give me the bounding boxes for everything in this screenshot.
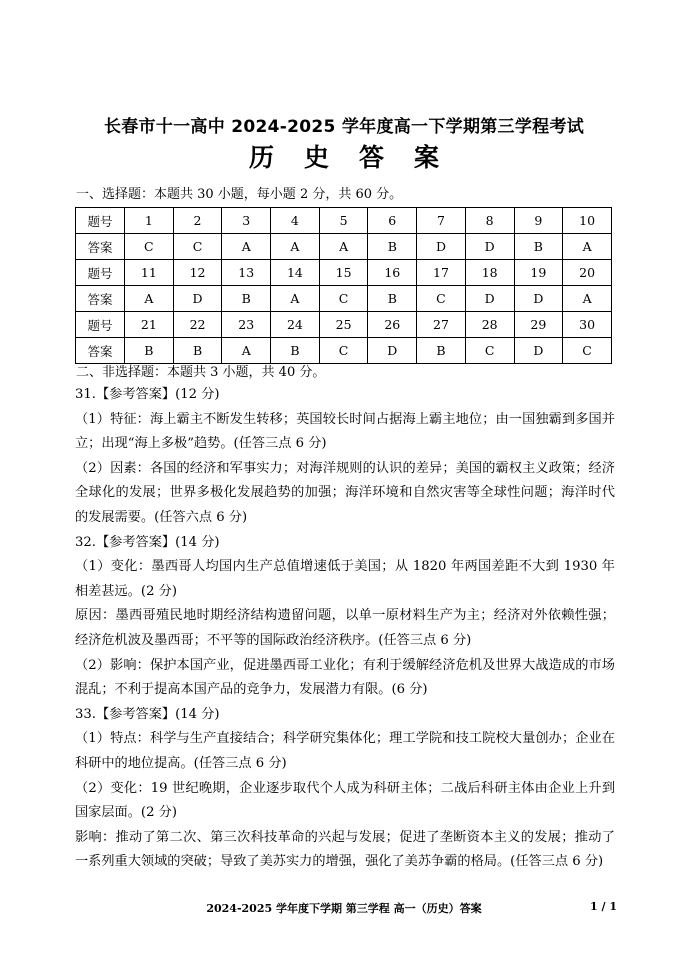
table-cell: 28 bbox=[465, 312, 514, 338]
row-label: 答案 bbox=[76, 286, 125, 312]
table-cell: 24 bbox=[271, 312, 320, 338]
row-label: 题号 bbox=[76, 260, 125, 286]
answer-paragraph: （1）变化：墨西哥人均国内生产总值增速低于美国；从 1820 年两国差距不大到 1930 年相差甚远。(2 分) bbox=[75, 559, 615, 599]
table-cell: 22 bbox=[173, 312, 222, 338]
table-cell: D bbox=[514, 338, 563, 364]
table-cell: 27 bbox=[417, 312, 466, 338]
table-cell: B bbox=[173, 338, 222, 364]
table-cell: 23 bbox=[222, 312, 271, 338]
table-cell: D bbox=[465, 286, 514, 312]
table-cell: B bbox=[514, 234, 563, 260]
table-cell: C bbox=[319, 338, 368, 364]
table-row bbox=[76, 260, 612, 286]
table-cell: B bbox=[417, 338, 466, 364]
table-cell: D bbox=[514, 286, 563, 312]
answer-paragraph: 影响：推动了第二次、第三次科技革命的兴起与发展；促进了垄断资本主义的发展；推动了一系列重大领域的突破；导致了美苏实力的增强，强化了美苏争霸的格局。(任答三点 6 分) bbox=[75, 829, 615, 870]
table-cell: 29 bbox=[514, 312, 563, 338]
table-cell: 2 bbox=[173, 208, 222, 234]
table-cell: 15 bbox=[319, 260, 368, 286]
answer-paragraph: （1）特点：科学与生产直接结合；科学研究集体化；理工学院和技工院校大量创办；企业在科研中的地位提高。(任答三点 6 分) bbox=[75, 731, 615, 771]
table-cell: A bbox=[222, 338, 271, 364]
table-row bbox=[76, 234, 612, 260]
answer-content bbox=[75, 383, 615, 875]
page-number: 1 / 1 bbox=[590, 900, 617, 913]
table-cell: D bbox=[173, 286, 222, 312]
section-2-heading: 二、非选择题：本题共 3 小题，共 40 分。 bbox=[76, 365, 326, 380]
table-cell: A bbox=[319, 234, 368, 260]
table-cell: 6 bbox=[368, 208, 417, 234]
table-cell: C bbox=[173, 234, 222, 260]
table-cell: C bbox=[465, 338, 514, 364]
answer-paragraph: 原因：墨西哥殖民地时期经济结构遗留问题，以单一原材料生产为主；经济对外依赖性强；经济危机波及墨西哥；不平等的国际政治经济秩序。(任答三点 6 分) bbox=[75, 608, 615, 648]
table-row bbox=[76, 208, 612, 234]
table-cell: A bbox=[125, 286, 174, 312]
table-cell: A bbox=[222, 234, 271, 260]
table-cell: D bbox=[417, 234, 466, 260]
row-label: 题号 bbox=[76, 312, 125, 338]
table-cell: 5 bbox=[319, 208, 368, 234]
table-cell: A bbox=[563, 234, 612, 260]
table-cell: B bbox=[368, 234, 417, 260]
answer-paragraph: 33.【参考答案】(14 分) bbox=[75, 706, 220, 722]
table-cell: A bbox=[271, 286, 320, 312]
table-cell: B bbox=[125, 338, 174, 364]
table-row bbox=[76, 338, 612, 364]
row-label: 答案 bbox=[76, 338, 125, 364]
table-cell: C bbox=[417, 286, 466, 312]
table-cell: C bbox=[319, 286, 368, 312]
table-cell: 30 bbox=[563, 312, 612, 338]
table-cell: B bbox=[222, 286, 271, 312]
table-cell: A bbox=[563, 286, 612, 312]
section-1-heading: 一、选择题：本题共 30 小题，每小题 2 分，共 60 分。 bbox=[76, 187, 403, 202]
table-cell: 9 bbox=[514, 208, 563, 234]
table-cell: A bbox=[271, 234, 320, 260]
table-cell: 7 bbox=[417, 208, 466, 234]
table-cell: 4 bbox=[271, 208, 320, 234]
table-cell: 26 bbox=[368, 312, 417, 338]
table-cell: 14 bbox=[271, 260, 320, 286]
exam-title: 长春市十一高中 2024-2025 学年度高一下学期第三学程考试 bbox=[103, 117, 585, 137]
table-cell: 18 bbox=[465, 260, 514, 286]
table-cell: 12 bbox=[173, 260, 222, 286]
answer-paragraph: （1）特征：海上霸主不断发生转移；英国较长时间占据海上霸主地位；由一国独霸到多国并立；出现“海上多极”趋势。(任答三点 6 分) bbox=[75, 411, 615, 452]
table-cell: 21 bbox=[125, 312, 174, 338]
table-cell: 1 bbox=[125, 208, 174, 234]
table-cell: 16 bbox=[368, 260, 417, 286]
table-cell: 20 bbox=[563, 260, 612, 286]
table-row bbox=[76, 286, 612, 312]
table-cell: 11 bbox=[125, 260, 174, 286]
answer-paragraph: 31.【参考答案】(12 分) bbox=[75, 387, 220, 402]
table-cell: D bbox=[368, 338, 417, 364]
table-cell: 3 bbox=[222, 208, 271, 234]
table-cell: D bbox=[465, 234, 514, 260]
table-cell: 8 bbox=[465, 208, 514, 234]
row-label: 答案 bbox=[76, 234, 125, 260]
table-cell: 10 bbox=[563, 208, 612, 234]
answer-paragraph: （2）因素：各国的经济和军事实力；对海洋规则的认识的差异；美国的霸权主义政策；经济全球化的发展；世界多极化发展趋势的加强；海洋环境和自然灾害等全球性问题；海洋时代的发展需要。(任答六点 6 分) bbox=[75, 460, 615, 525]
answer-paragraph: （2）变化：19 世纪晚期，企业逐步取代个人成为科研主体；二战后科研主体由企业上升到国家层面。(2 分) bbox=[75, 780, 615, 821]
table-cell: 19 bbox=[514, 260, 563, 286]
table-cell: B bbox=[271, 338, 320, 364]
exam-subtitle: 历史答案 bbox=[248, 143, 469, 172]
table-cell: 17 bbox=[417, 260, 466, 286]
footer-text: 2024-2025 学年度下学期 第三学程 高一（历史）答案 bbox=[206, 902, 482, 915]
table-cell: 25 bbox=[319, 312, 368, 338]
table-cell: B bbox=[368, 286, 417, 312]
table-cell: C bbox=[563, 338, 612, 364]
table-row bbox=[76, 312, 612, 338]
table-cell: 13 bbox=[222, 260, 271, 286]
answer-paragraph: 32.【参考答案】(14 分) bbox=[75, 534, 220, 550]
answer-paragraph: （2）影响：保护本国产业，促进墨西哥工业化；有利于缓解经济危机及世界大战造成的市场混乱；不利于提高本国产品的竞争力，发展潜力有限。(6 分) bbox=[75, 657, 615, 698]
table-cell: C bbox=[125, 234, 174, 260]
row-label: 题号 bbox=[76, 208, 125, 234]
answer-table bbox=[75, 207, 612, 364]
